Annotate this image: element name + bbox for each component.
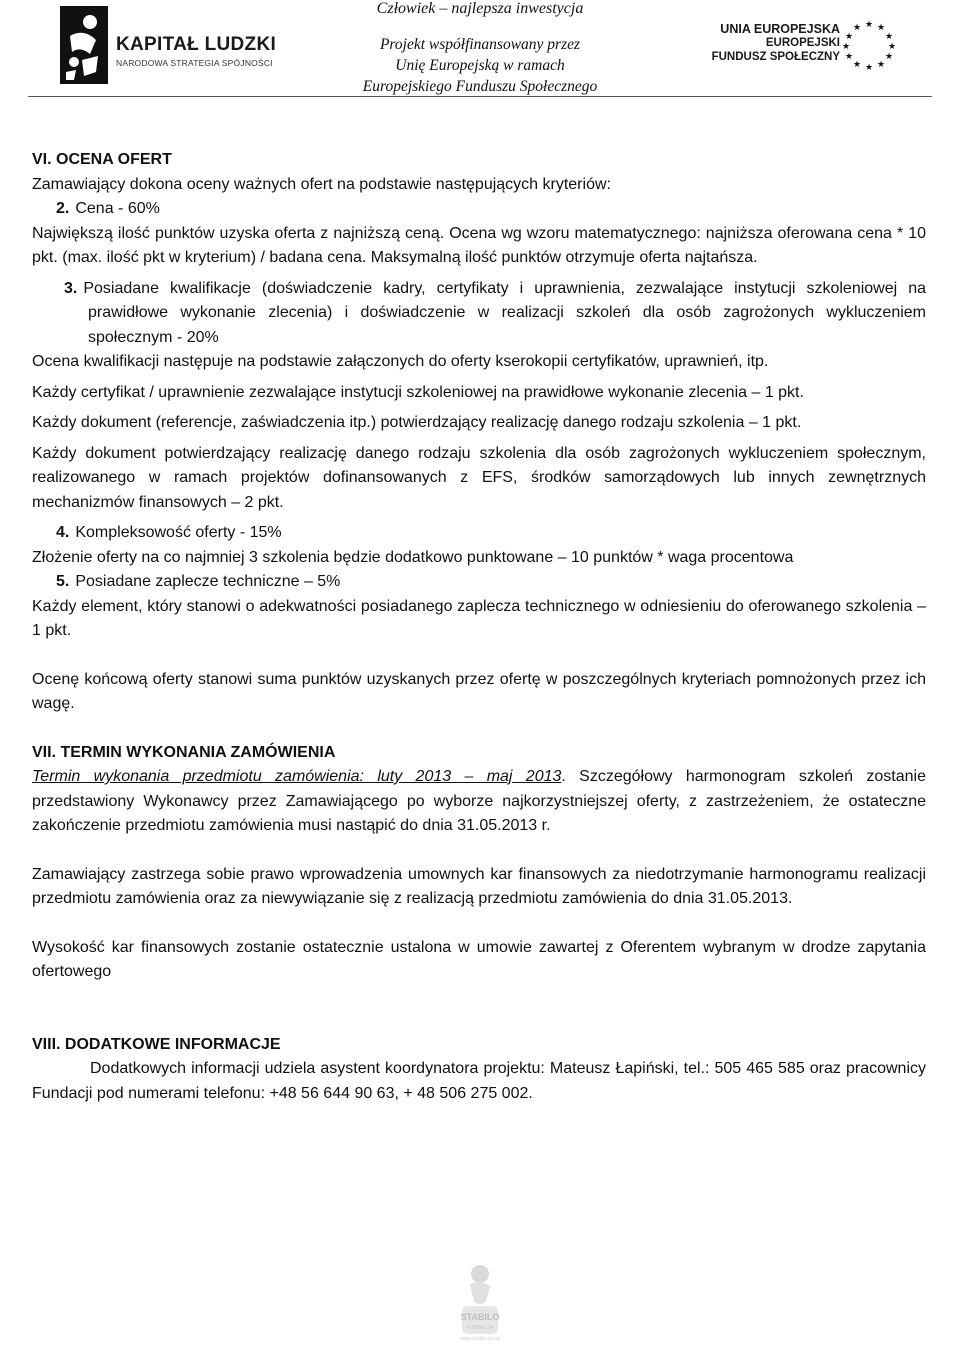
- kapital-ludzki-subtitle: NARODOWA STRATEGIA SPÓJNOŚCI: [116, 58, 273, 68]
- page-header: [0, 0, 960, 98]
- criterion-3-title: Posiadane kwalifikacje (doświadczenie kadry, certyfikaty i uprawnienia, zezwalające instytucji szkoleniowej na prawidłowe wykonanie zlecenia) i doświadczenie w realizacji szkoleń dla osób zagrożonych wykluczeniem społecznym - 20%: [83, 279, 926, 346]
- svg-text:★: ★: [887, 41, 897, 51]
- term-rest: . Szczegółowy harmonogram szkoleń zostanie przedstawiony Wykonawcy przez Zamawiającego po wyborze najkorzystniejszej oferty, z zastrzeżeniem, że ostateczne zakończenie przedmiotu zamówienia musi nastąpić do dnia 31.05.2013 r.: [32, 768, 926, 834]
- criterion-4-title: Kompleksowość oferty - 15%: [75, 524, 282, 541]
- project-line-2: Unię Europejską w ramach: [395, 57, 565, 74]
- criterion-4: [32, 521, 926, 546]
- eu-stars-icon: [838, 18, 900, 70]
- svg-text:★: ★: [844, 31, 854, 41]
- section-7-paragraph-2: Zamawiający zastrzega sobie prawo wprowadzenia umownych kar finansowych za niedotrzymanie harmonogramu realizacji przedmiotu zamówienia oraz za niewywiązanie się z realizacją przedmiotu zamówienia do dnia 31.05.2013.: [32, 865, 926, 907]
- footer-logo-url: www.stabilo.org.pl: [459, 1336, 501, 1342]
- criterion-2-title: Cena - 60%: [75, 200, 160, 217]
- section-8-paragraph: Dodatkowych informacji udziela asystent koordynatora projektu: Mateusz Łapiński, tel.: 505 465 585 oraz pracownicy Fundacji pod numerami telefonu: +48 56 644 90 63, + 48 506 275 002.: [32, 1060, 926, 1102]
- header-divider: [28, 96, 932, 97]
- svg-text:★: ★: [864, 62, 874, 70]
- section-7-heading: VII. TERMIN WYKONANIA ZAMÓWIENIA: [32, 743, 336, 761]
- criterion-3: [32, 277, 926, 351]
- project-funding-text: [330, 34, 630, 97]
- criterion-2-number: 2.: [56, 200, 70, 217]
- section-6-intro: Zamawiający dokona oceny ważnych ofert na podstawie następujących kryteriów:: [32, 175, 611, 193]
- svg-text:★: ★: [841, 41, 851, 51]
- criterion-5: [32, 570, 926, 595]
- kapital-ludzki-title: KAPITAŁ LUDZKI: [116, 34, 277, 55]
- criterion-5-number: 5.: [56, 573, 70, 590]
- criterion-2: [32, 197, 926, 222]
- stabilo-foundation-logo-icon: [448, 1262, 512, 1342]
- criterion-3-paragraph-2: Każdy certyfikat / uprawnienie zezwalające instytucji szkoleniowej na prawidłowe wykonanie zlecenia – 1 pkt.: [32, 383, 804, 401]
- criterion-2-description: Największą ilość punktów uzyska oferta z najniższą ceną. Ocena wg wzoru matematycznego: najniższa oferowana cena * 10 pkt. (max. ilość pkt w kryterium) / badana cena. Maksymalną ilość punktów otrzymuje oferta najtańsza.: [32, 224, 926, 266]
- criterion-5-title: Posiadane zaplecze techniczne – 5%: [75, 573, 341, 590]
- criterion-3-paragraph-4: Każdy dokument potwierdzający realizację danego rodzaju szkolenia dla osób zagrożonych wykluczeniem społecznym, realizowanego w ramach projektów dofinansowanych z EFS, środków samorządowych lub innych zewnętrznych mechanizmów finansowych – 2 pkt.: [32, 444, 926, 511]
- section-8-heading: VIII. DODATKOWE INFORMACJE: [32, 1035, 281, 1053]
- svg-text:★: ★: [876, 22, 886, 32]
- kapital-ludzki-emblem-icon: [60, 6, 108, 84]
- svg-text:★: ★: [884, 51, 894, 61]
- criterion-3-paragraph-3: Każdy dokument (referencje, zaświadczenia itp.) potwierdzający realizację danego rodzaju szkolenia – 1 pkt.: [32, 414, 802, 431]
- eu-logo-line-3: FUNDUSZ SPOŁECZNY: [711, 51, 840, 63]
- svg-text:★: ★: [852, 59, 862, 69]
- document-body: [32, 148, 926, 1106]
- eu-logo-line-2: EUROPEJSKI: [765, 37, 840, 49]
- criterion-4-number: 4.: [56, 524, 70, 541]
- project-line-3: Europejskiego Funduszu Społecznego: [362, 78, 598, 95]
- term-label: Termin wykonania przedmiotu zamówienia: luty 2013 – maj 2013: [32, 768, 562, 785]
- final-evaluation-paragraph: Ocenę końcową oferty stanowi suma punktów uzyskanych przez ofertę w poszczególnych kryteriach pomnożonych przez ich wagę.: [32, 670, 926, 712]
- section-7-paragraph-3: Wysokość kar finansowych zostanie ostatecznie ustalona w umowie zawartej z Oferentem wybranym w drodze zapytania ofertowego: [32, 938, 926, 980]
- section-7-term-paragraph: [32, 765, 926, 839]
- svg-text:★: ★: [844, 51, 854, 61]
- svg-text:★: ★: [864, 19, 874, 29]
- criterion-3-paragraph-1: Ocena kwalifikacji następuje na podstawie załączonych do oferty kserokopii certyfikatów, uprawnień, itp.: [32, 353, 769, 370]
- eu-logo-line-1: UNIA EUROPEJSKA: [720, 22, 840, 36]
- criterion-3-number: 3.: [64, 279, 78, 297]
- section-6-heading: VI. OCENA OFERT: [32, 151, 172, 168]
- svg-text:★: ★: [876, 59, 886, 69]
- criterion-5-description: Każdy element, który stanowi o adekwatności posiadanego zaplecza technicznego w odniesieniu do oferowanego szkolenia – 1 pkt.: [32, 597, 926, 639]
- footer-logo-text: STABILO: [460, 1312, 500, 1322]
- svg-text:★: ★: [884, 31, 894, 41]
- kapital-ludzki-logo: [60, 6, 310, 86]
- project-line-1: Projekt współfinansowany przez: [379, 36, 581, 53]
- eu-logo-text: [712, 22, 840, 64]
- svg-text:★: ★: [852, 22, 862, 32]
- motto: Człowiek – najlepsza inwestycja: [376, 0, 584, 17]
- criterion-4-description: Złożenie oferty na co najmniej 3 szkolenia będzie dodatkowo punktowane – 10 punktów * waga procentowa: [32, 548, 794, 566]
- footer-logo-sub: FUNDACJA: [466, 1325, 494, 1331]
- header-center-text: [330, 0, 630, 97]
